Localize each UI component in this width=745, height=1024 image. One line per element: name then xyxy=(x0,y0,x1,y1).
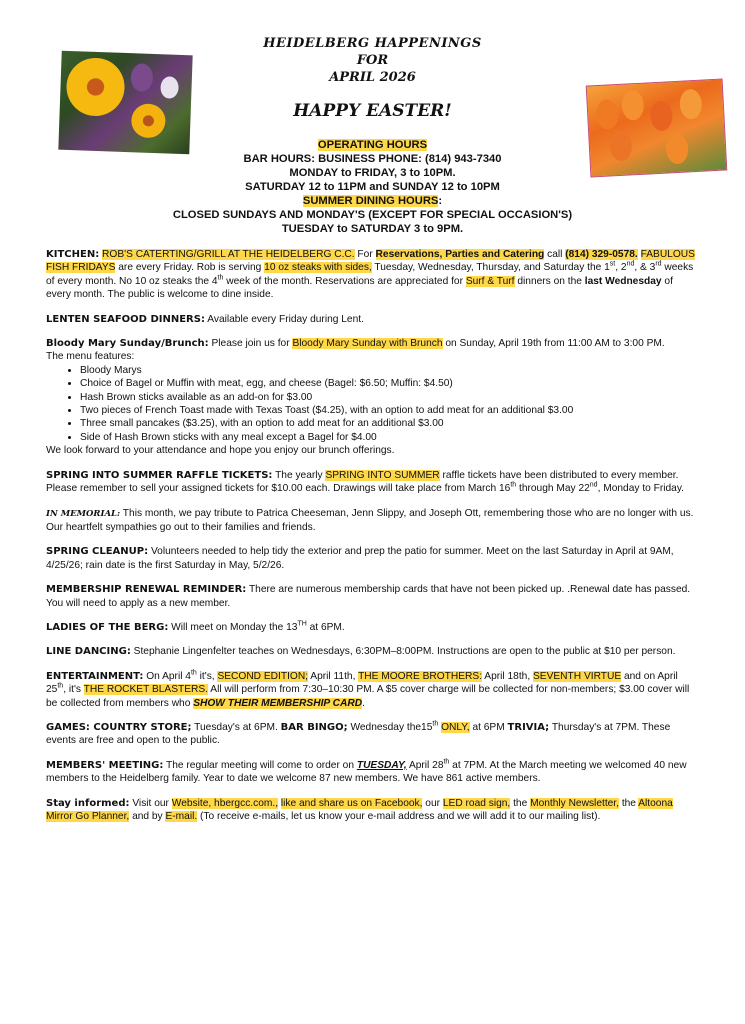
operating-hours: OPERATING HOURS BAR HOURS: BUSINESS PHONE: (814) 943-7340 MONDAY to FRIDAY, 3 to 10PM. SATURDAY 12 to 11PM and SUNDAY 12 to 10PM SUMMER DINING HOURS: CLOSED SUNDAYS AND MONDAY'S (EXCEPT FOR SPECIAL OCCASION'S) TUESDAY to SATURDAY 3 to 9PM. xyxy=(0,138,745,236)
weekend-hours: SATURDAY 12 to 11PM and SUNDAY 12 to 10PM xyxy=(245,181,500,193)
section-label: Stay informed: xyxy=(46,797,130,809)
meeting-section: MEMBERS' MEETING: The regular meeting will come to order on TUESDAY, April 28th at 7PM. At the March meeting we welcomed 40 new members to the Heidelberg family. Year to date we welcome 87 new members. We have 861 active members. xyxy=(46,758,687,785)
facebook-link[interactable]: like and share us on Facebook, xyxy=(280,797,423,809)
ladies-section: LADIES OF THE BERG: Will meet on Monday the 13TH at 6PM. xyxy=(46,620,345,633)
section-label: ENTERTAINMENT: xyxy=(46,670,144,682)
section-label: SPRING INTO SUMMER RAFFLE TICKETS: xyxy=(46,469,273,481)
section-label: LADIES OF THE BERG: xyxy=(46,621,169,633)
list-item: • Hash Brown sticks available as an add-on for $3.00 xyxy=(80,391,696,404)
section-label: LENTEN SEAFOOD DINNERS: xyxy=(46,313,205,325)
bar-hours-phone: BAR HOURS: BUSINESS PHONE: (814) 943-7340 xyxy=(243,153,502,165)
section-label: KITCHEN: xyxy=(46,249,100,260)
summer-dining-heading: SUMMER DINING HOURS xyxy=(302,195,439,207)
newsletter-content xyxy=(46,248,696,834)
list-item: • Choice of Bagel or Muffin with meat, egg, and cheese (Bagel: $6.50; Muffin: $4.50) xyxy=(80,377,696,390)
entertainment-section: ENTERTAINMENT: On April 4th it's, SECOND EDITION; April 11th, THE MOORE BROTHERS: April 18th, SEVENTH VIRTUE and on April 25th, it's THE ROCKET BLASTERS. All will perform from 7:30–10:30 PM. A $5 cover charge will be collected for non-members; $3.00 cover will be collected from members who SHOW THEIR MEMBERSHIP CARD. xyxy=(46,669,690,709)
raffle-section: SPRING INTO SUMMER RAFFLE TICKETS: The yearly SPRING INTO SUMMER raffle tickets have been distributed to every member. Please remember to sell your assigned tickets for $10.00 each. Drawings will take place from March 16th through May 22nd, Monday to Friday. xyxy=(46,469,685,495)
weekday-hours: MONDAY to FRIDAY, 3 to 10PM. xyxy=(289,167,456,179)
renewal-section: MEMBERSHIP RENEWAL REMINDER: There are numerous membership cards that have not been picked up. .Renewal date has passed. You will need to apply as a new member. xyxy=(46,584,691,609)
section-label: SPRING CLEANUP: xyxy=(46,546,149,558)
section-label: IN MEMORIAL: xyxy=(46,508,121,519)
stay-informed-section: Stay informed: Visit our Website, hbergcc.com., like and share us on Facebook, our LED road sign, the Monthly Newsletter, the Altoona Mirror Go Planner, and by E-mail. (To receive e-mails, let us know your e-mail address and we will add it to our mailing list). xyxy=(46,797,673,822)
kitchen-section: KITCHEN: ROB'S CATERTING/GRILL AT THE HEIDELBERG C.C. For Reservations, Parties and Catering call (814) 329-0578. FABULOUS FISH FRIDAYS are every Friday. Rob is serving 10 oz steaks with sides, Tuesday, Wednesday, Thursday, and Saturday the 1st, 2nd, & 3rd weeks of every month. No 10 oz steaks the 4th week of the month. Reservations are appreciated for Surf & Turf dinners on the last Wednesday of every month. The public is welcome to dine inside. xyxy=(46,249,695,301)
email-link[interactable]: E-mail. xyxy=(165,811,198,822)
lenten-section: LENTEN SEAFOOD DINNERS: Available every Friday during Lent. xyxy=(46,313,364,325)
section-label: MEMBERS' MEETING: xyxy=(46,759,164,771)
operating-hours-heading: OPERATING HOURS xyxy=(317,139,428,151)
cleanup-section: SPRING CLEANUP: Volunteers needed to help tidy the exterior and prep the patio for summer. Meet on the last Saturday in April at 9AM, 4/25/26; rain date is the first Saturday in May, 5/2/26. xyxy=(46,546,674,571)
section-label: MEMBERSHIP RENEWAL REMINDER: xyxy=(46,584,247,596)
list-item: • Two pieces of French Toast made with Texas Toast ($4.25), with an option to add meat for an additional $3.00 xyxy=(80,404,696,417)
list-item: • Bloody Marys xyxy=(80,364,696,377)
title-for: FOR xyxy=(356,53,389,68)
brunch-menu-list xyxy=(46,364,696,444)
newsletter-title: HEIDELBERG HAPPENINGS xyxy=(263,36,482,51)
section-label: Bloody Mary Sunday/Brunch: xyxy=(46,338,209,350)
dining-hours: TUESDAY to SATURDAY 3 to 9PM. xyxy=(281,223,464,235)
section-label: LINE DANCING: xyxy=(46,646,131,658)
memorial-section: IN MEMORIAL: This month, we pay tribute to Patrica Cheeseman, Jenn Slippy, and Joseph Ott, remembering those who are no longer with us. Our heartfelt sympathies go out to their families and friends. xyxy=(46,507,694,533)
section-label: GAMES: COUNTRY STORE; xyxy=(46,721,192,733)
brunch-section: Bloody Mary Sunday/Brunch: Please join us for Bloody Mary Sunday with Brunch on Sunday, April 19th from 11:00 AM to 3:00 PM. The menu features: • Bloody Marys • Choice of Bagel or Muffin with meat, egg, and cheese (Bagel: $6.50; Muffin: $4.50) • Hash Brown sticks available as an add-on for $3.00 • Two pieces of French Toast made with Texas Toast ($4.25), with an option to add meat for an additional $3.00 • Three small pancakes ($3.25), with an option to add meat for an additional $3.00 • Side of Hash Brown sticks with any meal except a Bagel for $4.00 We look forward to your attendance and hope you enjoy our brunch offerings. xyxy=(46,337,696,458)
list-item: • Three small pancakes ($3.25), with an option to add meat for an additional $3.00 xyxy=(80,417,696,430)
list-item: • Side of Hash Brown sticks with any meal except a Bagel for $4.00 xyxy=(80,431,696,444)
line-dancing-section: LINE DANCING: Stephanie Lingenfelter teaches on Wednesdays, 6:30PM–8:00PM. Instructions are open to the public at $10 per person. xyxy=(46,646,676,658)
closed-days: CLOSED SUNDAYS AND MONDAY'S (EXCEPT FOR SPECIAL OCCASION'S) xyxy=(172,209,573,221)
website-link[interactable]: Website, hbergcc.com., xyxy=(171,797,279,809)
issue-date: APRIL 2026 xyxy=(329,70,416,85)
easter-greeting: HAPPY EASTER! xyxy=(293,101,452,121)
games-section: GAMES: COUNTRY STORE; Tuesday's at 6PM. BAR BINGO; Wednesday the15th ONLY, at 6PM TRIVIA; Thursday's at 7PM. These events are free and open to the public. xyxy=(46,720,671,747)
